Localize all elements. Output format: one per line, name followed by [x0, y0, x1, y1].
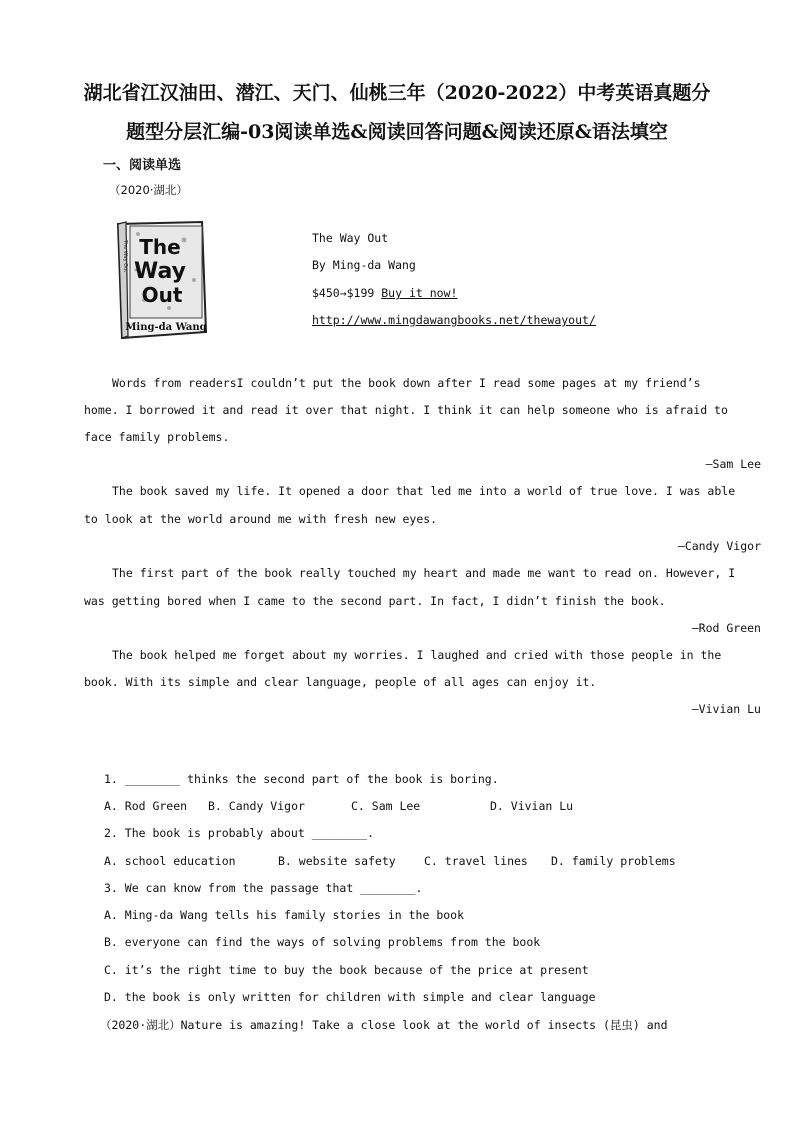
review-3-line-2: was getting bored when I came to the second part. In fact, I didn’t finish the book. — [84, 594, 666, 608]
book-cover-word-3: Out — [141, 283, 183, 307]
review-2-author: —Candy Vigor — [677, 539, 761, 553]
question-3-option-d: D. the book is only written for children with simple and clear language — [104, 990, 596, 1004]
book-spine-text: The Way Out — [122, 240, 128, 273]
question-1-option-d: D. Vivian Lu — [490, 799, 574, 813]
book-cover-word-1: The — [139, 235, 181, 259]
review-4-author: —Vivian Lu — [691, 702, 761, 716]
page-title-line-1: 湖北省江汉油田、潜江、天门、仙桃三年（2020-2022）中考英语真题分 — [83, 82, 711, 104]
book-cover-word-2: Way — [134, 259, 186, 284]
book-title: The Way Out — [312, 231, 389, 245]
question-3: 3. We can know from the passage that ________. — [104, 881, 423, 895]
question-3-option-b: B. everyone can find the ways of solving problems from the book — [104, 935, 541, 949]
question-2-option-b: B. website safety — [278, 854, 396, 868]
question-2-option-d: D. family problems — [551, 854, 676, 868]
book-price: $450→$199 — [312, 286, 375, 300]
page-title-line-2: 题型分层汇编-03阅读单选&阅读回答问题&阅读还原&语法填空 — [126, 121, 668, 143]
question-1: 1. ________ thinks the second part of the book is boring. — [104, 772, 499, 786]
section-heading: 一、阅读单选 — [103, 158, 182, 173]
review-3-author: —Rod Green — [691, 621, 761, 635]
source-label: （2020·湖北） — [109, 183, 188, 197]
review-1-line-1: Words from readersI couldn’t put the book down after I read some pages at my friend’s — [112, 376, 701, 390]
review-3-line-1: The first part of the book really touched my heart and made me want to read on. However, I — [112, 566, 736, 580]
question-2-option-c: C. travel lines — [424, 854, 528, 868]
question-2-option-a: A. school education — [104, 854, 236, 868]
next-passage-intro: （2020·湖北）Nature is amazing! Take a close look at the world of insects (昆虫) and — [100, 1018, 668, 1032]
question-3-option-a: A. Ming-da Wang tells his family stories in the book — [104, 908, 465, 922]
review-1-author: —Sam Lee — [705, 457, 761, 471]
question-1-option-b: B. Candy Vigor — [208, 799, 305, 813]
question-3-option-c: C. it’s the right time to buy the book because of the price at present — [104, 963, 589, 977]
book-url-link[interactable]: http://www.mingdawangbooks.net/thewayout/ — [312, 313, 596, 327]
book-price-row — [312, 286, 457, 300]
review-1-line-3: face family problems. — [84, 430, 230, 444]
book-cover-image — [114, 220, 209, 340]
question-1-option-c: C. Sam Lee — [351, 799, 421, 813]
question-1-option-a: A. Rod Green — [104, 799, 188, 813]
question-2: 2. The book is probably about ________. — [104, 826, 375, 840]
review-4-line-1: The book helped me forget about my worries. I laughed and cried with those people in the — [112, 648, 722, 662]
buy-now-link[interactable]: Buy it now! — [381, 286, 458, 300]
review-1-line-2: home. I borrowed it and read it over that night. I think it can help someone who is afraid to — [84, 403, 728, 417]
review-2-line-1: The book saved my life. It opened a door that led me into a world of true love. I was able — [112, 484, 736, 498]
book-cover-author: Ming-da Wang — [125, 322, 207, 333]
book-author: By Ming-da Wang — [312, 258, 416, 272]
review-4-line-2: book. With its simple and clear language, people of all ages can enjoy it. — [84, 675, 597, 689]
review-2-line-2: to look at the world around me with fresh new eyes. — [84, 512, 438, 526]
